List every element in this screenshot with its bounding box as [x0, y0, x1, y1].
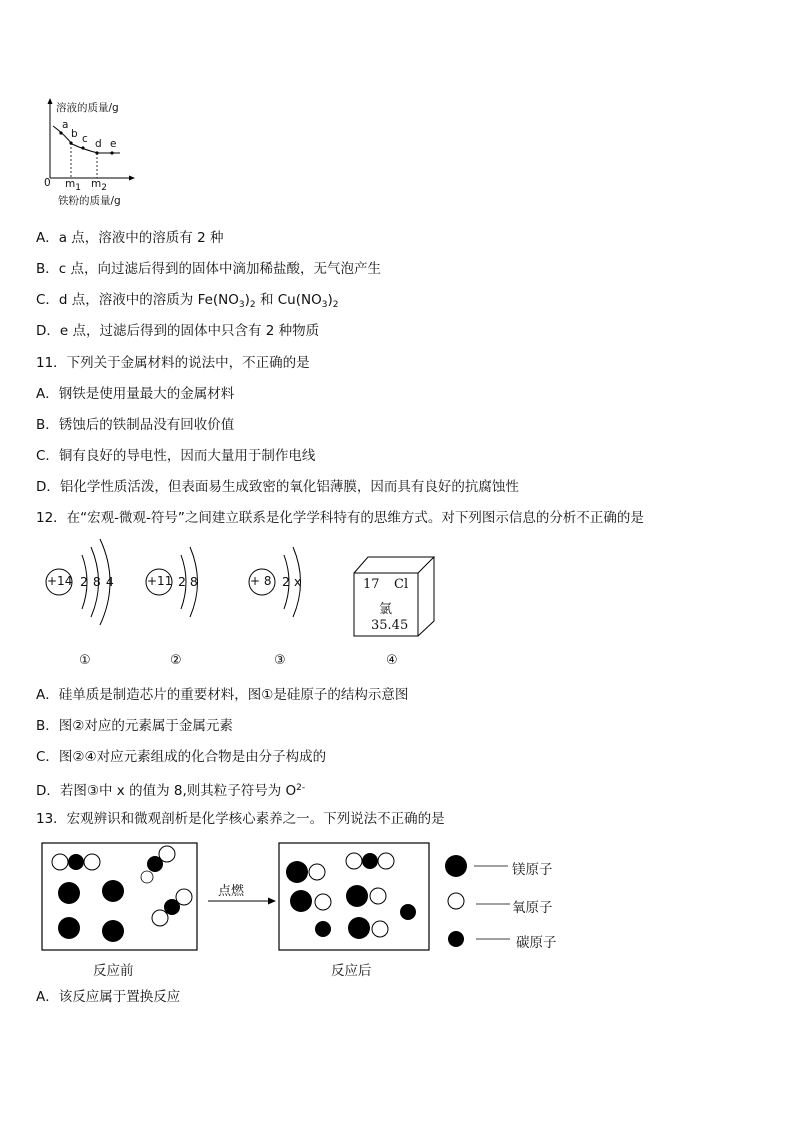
q12-stem: 12．在“宏观-微观-符号”之间建立联系是化学学科特有的思维方式。对下列图示信息的分析不正确的是 [36, 510, 644, 526]
atom3-nucleus-label: + 8 [250, 574, 272, 588]
oxygen-atom [372, 921, 388, 937]
magnesium-atom [102, 920, 124, 942]
y-axis-label: 溶液的质量/g [56, 102, 119, 114]
q12-figures [36, 535, 456, 675]
legend-oxygen-label: 氧原子 [512, 900, 553, 916]
point-a [59, 131, 62, 134]
q12-option-c: C．图②④对应元素组成的化合物是由分子构成的 [36, 749, 327, 765]
legend-carbon-label: 碳原子 [516, 935, 557, 951]
before-label: 反应前 [93, 963, 134, 979]
element-mass: 35.45 [371, 618, 409, 633]
x-axis-arrow [129, 176, 135, 181]
q11-option-b: B．锈蚀后的铁制品没有回收价值 [36, 417, 235, 433]
magnesium-atom [346, 885, 368, 907]
legend-oxygen-icon [448, 893, 464, 909]
carbon-atom [68, 854, 84, 870]
point-b [69, 141, 72, 144]
q10-option-c: C．d 点，溶液中的溶质为 $Fe(NO_3)_2$ 和 $Cu(NO_3)_2$ [36, 292, 339, 310]
q13-stem: 13．宏观辨识和微观剖析是化学核心素养之一。下列说法不正确的是 [36, 811, 445, 827]
atom1-nucleus-label: +14 [47, 574, 73, 588]
point-label-c: c [82, 133, 88, 145]
point-label-a: a [62, 119, 69, 131]
q11-stem: 11．下列关于金属材料的说法中，不正确的是 [36, 355, 310, 371]
y-axis-arrow [48, 98, 53, 104]
atom2-nucleus-label: +11 [147, 574, 173, 588]
point-label-e: e [110, 138, 117, 150]
reaction-arrow-head [268, 898, 276, 905]
q13-reaction-diagram [36, 838, 576, 983]
figure-label-1: ① [79, 653, 91, 668]
figure-label-2: ② [170, 653, 182, 668]
solution-mass-graph [30, 96, 150, 211]
element-box-side [418, 557, 434, 636]
q10-option-a: A．a 点，溶液中的溶质有 2 种 [36, 230, 224, 246]
element-number: 17 [363, 577, 380, 592]
legend-magnesium-label: 镁原子 [512, 862, 553, 878]
q10-option-d: D．e 点，过滤后得到的固体中只含有 2 种物质 [36, 323, 320, 339]
magnesium-atom [102, 880, 124, 902]
figure-label-3: ③ [274, 653, 286, 668]
atom3-shells: 2 x [282, 574, 302, 589]
point-d [95, 151, 98, 154]
oxygen-atom [84, 854, 100, 870]
q11-option-a: A．钢铁是使用量最大的金属材料 [36, 386, 235, 402]
x-axis-label: 铁粉的质量/g [58, 195, 121, 207]
oxygen-atom [346, 853, 362, 869]
carbon-atom [362, 853, 378, 869]
point-label-b: b [71, 128, 78, 140]
magnesium-atom [348, 917, 370, 939]
tick-m2: $m_2$ [91, 178, 107, 193]
carbon-atom [147, 856, 163, 872]
legend-carbon-icon [448, 931, 464, 947]
atom2-shells: 2 8 [178, 574, 198, 589]
q12-option-a: A．硅单质是制造芯片的重要材料，图①是硅原子的结构示意图 [36, 687, 409, 703]
oxygen-atom [141, 871, 153, 883]
after-label: 反应后 [331, 963, 372, 979]
element-box-top [354, 557, 434, 573]
atom1-shells: 2 8 4 [80, 574, 114, 589]
magnesium-atom [58, 882, 80, 904]
oxygen-atom [52, 854, 68, 870]
point-label-d: d [95, 138, 102, 150]
q11-option-c: C．铜有良好的导电性，因而大量用于制作电线 [36, 448, 316, 464]
oxygen-atom [378, 853, 394, 869]
legend-magnesium-icon [445, 855, 467, 877]
magnesium-atom [290, 890, 312, 912]
magnesium-atom [58, 917, 80, 939]
tick-m1: $m_1$ [65, 178, 81, 193]
arrow-label: 点燃 [218, 884, 245, 899]
q12-option-b: B．图②对应的元素属于金属元素 [36, 718, 233, 734]
q12-option-d: D．若图③中 x 的值为 8,则其粒子符号为 $O^{2-}$ [36, 783, 306, 799]
oxygen-atom [152, 910, 168, 926]
origin-label: 0 [44, 177, 51, 189]
oxygen-atom [315, 894, 331, 910]
carbon-atom [400, 904, 416, 920]
q13-option-a: A．该反应属于置换反应 [36, 989, 181, 1005]
carbon-atom [315, 921, 331, 937]
q11-option-d: D．铝化学性质活泼，但表面易生成致密的氧化铝薄膜，因而具有良好的抗腐蚀性 [36, 479, 519, 495]
element-name: 氯 [379, 602, 393, 617]
point-e [110, 151, 113, 154]
magnesium-atom [286, 861, 308, 883]
q10-option-b: B．c 点，向过滤后得到的固体中滴加稀盐酸，无气泡产生 [36, 261, 381, 277]
oxygen-atom [309, 864, 325, 880]
figure-label-4: ④ [386, 653, 398, 668]
oxygen-atom [370, 888, 386, 904]
element-symbol: Cl [394, 577, 409, 592]
point-c [81, 146, 84, 149]
